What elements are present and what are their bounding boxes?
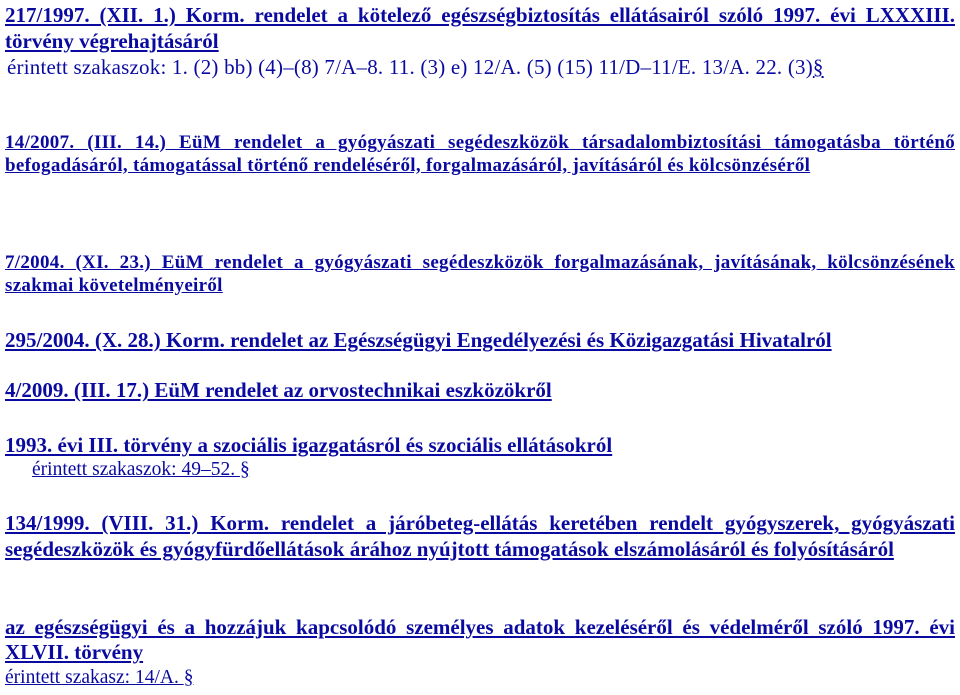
law-link[interactable]: 7/2004. (XI. 23.) EüM rendelet a gyógyászati segédeszközök forgalmazásának, javításának, kölcsönzésének szakmai követelményeiről	[5, 252, 955, 296]
section-sign-link[interactable]: §	[183, 667, 194, 688]
law-link[interactable]: 217/1997. (XII. 1.) Korm. rendelet a kötelező egészségbiztosítás ellátásairól szóló 1997. évi LXXXIII. törvény végrehajtásáról	[5, 3, 955, 53]
legal-reference-entry	[5, 251, 955, 297]
legal-reference-entry	[5, 615, 955, 665]
affected-sections	[5, 666, 955, 690]
affected-sections	[5, 54, 957, 80]
affected-sections	[32, 458, 932, 482]
law-link[interactable]: 295/2004. (X. 28.) Korm. rendelet az Egészségügyi Engedélyezési és Közigazgatási Hivatalról	[5, 328, 832, 352]
legal-reference-entry	[5, 511, 955, 562]
affected-sections-text: érintett szakaszok: 1. (2) bb) (4)–(8) 7/A–8. 11. (3) e) 12/A. (5) (15) 11/D–11/E. 13/A. 22. (3)	[7, 55, 813, 79]
law-link[interactable]: 134/1999. (VIII. 31.) Korm. rendelet a járóbeteg-ellátás keretében rendelt gyógyszerek, gyógyászati segédeszközök és gyógyfürdőellátások árához nyújtott támogatások elszámolásáról és folyósításáról	[5, 511, 955, 561]
law-link[interactable]: 4/2009. (III. 17.) EüM rendelet az orvostechnikai eszközökről	[5, 378, 552, 402]
legal-reference-entry	[5, 327, 955, 353]
law-link[interactable]: 1993. évi III. törvény a szociális igazgatásról és szociális ellátásokról	[5, 433, 613, 457]
law-link[interactable]: 14/2007. (III. 14.) EüM rendelet a gyógyászati segédeszközök társadalombiztosítási támogatásba történő befogadásáról, támogatással történő rendeléséről, forgalmazásáról, javításáról és kölcsönzéséről	[5, 132, 955, 176]
affected-sections-text[interactable]: érintett szakasz: 14/A.	[5, 667, 184, 688]
section-sign-link[interactable]: §	[812, 55, 824, 79]
legal-reference-entry	[5, 432, 955, 458]
legal-reference-entry	[5, 131, 955, 177]
affected-sections-text[interactable]: érintett szakaszok: 49–52.	[32, 459, 240, 480]
section-sign-link[interactable]: §	[239, 459, 250, 480]
legal-reference-entry	[5, 2, 955, 54]
law-link[interactable]: az egészségügyi és a hozzájuk kapcsolódó személyes adatok kezeléséről és védelméről szóló 1997. évi XLVII. törvény	[5, 615, 955, 664]
legal-reference-entry	[5, 377, 955, 403]
